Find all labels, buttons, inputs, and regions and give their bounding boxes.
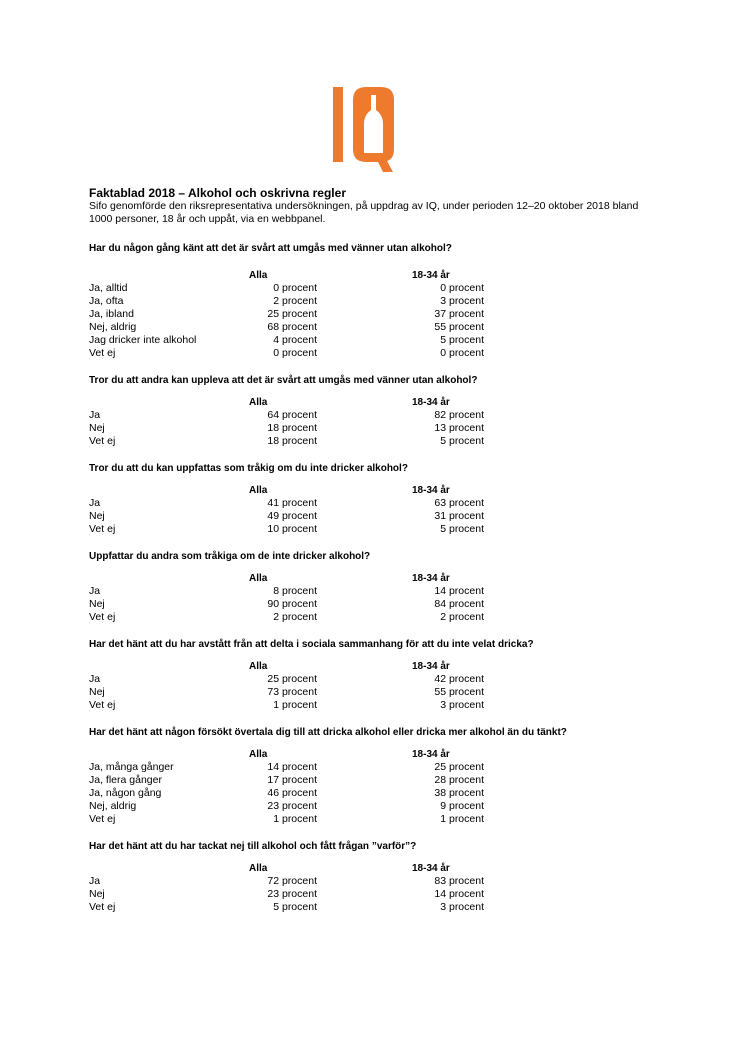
cell-gap: [317, 875, 412, 888]
value-alla: 73 procent: [267, 686, 317, 698]
value-alla: 72 procent: [267, 875, 317, 887]
table-row: [89, 813, 484, 826]
table-row: [89, 888, 484, 901]
cell-gap: [317, 523, 412, 536]
header-blank: [89, 862, 249, 875]
header-gap: [317, 748, 412, 761]
table-row: [89, 435, 484, 448]
column-header-alla: Alla: [249, 573, 268, 584]
header-gap: [317, 484, 412, 497]
value-alla: 17 procent: [267, 774, 317, 786]
cell-gap: [317, 497, 412, 510]
cell-gap: [317, 409, 412, 422]
header-blank: [89, 660, 249, 673]
value-alla: 23 procent: [267, 888, 317, 900]
cell-gap: [317, 435, 412, 448]
header-blank: [89, 484, 249, 497]
survey-question: Har du någon gång känt att det är svårt att umgås med vänner utan alkohol?: [89, 243, 452, 254]
answer-label: Nej: [89, 888, 105, 900]
cell-gap: [317, 334, 412, 347]
value-18-34: 37 procent: [434, 308, 484, 320]
table-row: [89, 673, 484, 686]
document-intro: Sifo genomförde den riksrepresentativa undersökningen, på uppdrag av IQ, under perioden 12–20 oktober 2018 bland 1000 personer, 18 år och uppåt, via en webbpanel.: [89, 200, 639, 225]
header-blank: [89, 572, 249, 585]
value-alla: 5 procent: [273, 901, 317, 913]
survey-section: [89, 726, 669, 826]
column-header-alla: Alla: [249, 749, 268, 760]
table-row: [89, 295, 484, 308]
answer-label: Ja, någon gång: [89, 787, 162, 799]
cell-gap: [317, 611, 412, 624]
answer-label: Nej, aldrig: [89, 321, 137, 333]
value-18-34: 42 procent: [434, 673, 484, 685]
survey-question: Tror du att du kan uppfattas som tråkig om du inte dricker alkohol?: [89, 463, 408, 474]
iq-logo: [333, 86, 395, 172]
column-header-18-34: 18-34 år: [412, 270, 450, 281]
column-header-18-34: 18-34 år: [412, 661, 450, 672]
answer-label: Vet ej: [89, 901, 116, 913]
cell-gap: [317, 510, 412, 523]
cell-gap: [317, 686, 412, 699]
value-18-34: 2 procent: [440, 611, 484, 623]
cell-gap: [317, 347, 412, 360]
value-18-34: 31 procent: [434, 510, 484, 522]
document-body: [89, 186, 669, 914]
table-row: [89, 774, 484, 787]
cell-gap: [317, 321, 412, 334]
results-table: [89, 396, 484, 448]
answer-label: Ja: [89, 585, 101, 597]
value-18-34: 14 procent: [434, 888, 484, 900]
value-alla: 2 procent: [273, 295, 317, 307]
results-table: [89, 484, 484, 536]
column-header-alla: Alla: [249, 863, 268, 874]
answer-label: Ja: [89, 875, 101, 887]
value-18-34: 25 procent: [434, 761, 484, 773]
survey-sections: [89, 242, 669, 914]
survey-section: [89, 840, 669, 914]
column-header-alla: Alla: [249, 270, 268, 281]
survey-question: Har det hänt att någon försökt övertala dig till att dricka alkohol eller dricka mer alkohol än du tänkt?: [89, 727, 567, 738]
answer-label: Nej: [89, 510, 105, 522]
value-alla: 64 procent: [267, 409, 317, 421]
table-row: [89, 523, 484, 536]
survey-question: Tror du att andra kan uppleva att det är svårt att umgås med vänner utan alkohol?: [89, 375, 478, 386]
value-alla: 90 procent: [267, 598, 317, 610]
table-row: [89, 598, 484, 611]
cell-gap: [317, 888, 412, 901]
results-header-row: [89, 660, 484, 673]
cell-gap: [317, 282, 412, 295]
cell-gap: [317, 699, 412, 712]
header-gap: [317, 396, 412, 409]
survey-section: [89, 638, 669, 712]
value-alla: 68 procent: [267, 321, 317, 333]
cell-gap: [317, 761, 412, 774]
cell-gap: [317, 673, 412, 686]
logo-letter-i: [333, 87, 343, 162]
table-row: [89, 510, 484, 523]
results-table: [89, 748, 484, 826]
value-alla: 4 procent: [273, 334, 317, 346]
survey-question: Har det hänt att du har tackat nej till alkohol och fått frågan ”varför”?: [89, 841, 417, 852]
answer-label: Ja: [89, 409, 101, 421]
answer-label: Nej: [89, 598, 105, 610]
value-alla: 8 procent: [273, 585, 317, 597]
answer-label: Jag dricker inte alkohol: [89, 334, 197, 346]
column-header-18-34: 18-34 år: [412, 573, 450, 584]
answer-label: Nej: [89, 422, 105, 434]
value-alla: 2 procent: [273, 611, 317, 623]
results-table: [89, 660, 484, 712]
value-18-34: 5 procent: [440, 523, 484, 535]
survey-section: [89, 462, 669, 536]
value-18-34: 13 procent: [434, 422, 484, 434]
table-row: [89, 308, 484, 321]
answer-label: Ja, alltid: [89, 282, 128, 294]
header-gap: [317, 862, 412, 875]
logo-text: IQ: [333, 86, 335, 87]
cell-gap: [317, 813, 412, 826]
results-table: [89, 269, 484, 360]
table-row: [89, 761, 484, 774]
cell-gap: [317, 295, 412, 308]
value-18-34: 55 procent: [434, 686, 484, 698]
column-header-alla: Alla: [249, 661, 268, 672]
answer-label: Ja, många gånger: [89, 761, 174, 773]
header-blank: [89, 748, 249, 761]
value-18-34: 3 procent: [440, 901, 484, 913]
answer-label: Nej: [89, 686, 105, 698]
table-row: [89, 422, 484, 435]
value-alla: 25 procent: [267, 308, 317, 320]
value-alla: 0 procent: [273, 282, 317, 294]
value-alla: 14 procent: [267, 761, 317, 773]
survey-section: [89, 550, 669, 624]
answer-label: Ja: [89, 497, 101, 509]
value-18-34: 82 procent: [434, 409, 484, 421]
results-header-row: [89, 396, 484, 409]
column-header-18-34: 18-34 år: [412, 485, 450, 496]
value-18-34: 28 procent: [434, 774, 484, 786]
value-alla: 1 procent: [273, 699, 317, 711]
cell-gap: [317, 787, 412, 800]
header-gap: [317, 572, 412, 585]
table-row: [89, 686, 484, 699]
value-18-34: 83 procent: [434, 875, 484, 887]
value-18-34: 63 procent: [434, 497, 484, 509]
cell-gap: [317, 800, 412, 813]
survey-question: Uppfattar du andra som tråkiga om de inte dricker alkohol?: [89, 551, 371, 562]
answer-label: Vet ej: [89, 523, 116, 535]
answer-label: Nej, aldrig: [89, 800, 137, 812]
table-row: [89, 497, 484, 510]
answer-label: Ja, ofta: [89, 295, 124, 307]
cell-gap: [317, 598, 412, 611]
table-row: [89, 282, 484, 295]
results-table: [89, 862, 484, 914]
column-header-18-34: 18-34 år: [412, 863, 450, 874]
value-alla: 10 procent: [267, 523, 317, 535]
answer-label: Vet ej: [89, 813, 116, 825]
column-header-18-34: 18-34 år: [412, 397, 450, 408]
results-header-row: [89, 748, 484, 761]
table-row: [89, 585, 484, 598]
value-18-34: 84 procent: [434, 598, 484, 610]
column-header-alla: Alla: [249, 485, 268, 496]
table-row: [89, 699, 484, 712]
results-header-row: [89, 572, 484, 585]
header-gap: [317, 660, 412, 673]
cell-gap: [317, 585, 412, 598]
value-alla: 1 procent: [273, 813, 317, 825]
table-row: [89, 334, 484, 347]
value-alla: 25 procent: [267, 673, 317, 685]
value-18-34: 3 procent: [440, 295, 484, 307]
answer-label: Vet ej: [89, 347, 116, 359]
header-blank: [89, 396, 249, 409]
value-alla: 49 procent: [267, 510, 317, 522]
header-gap: [317, 269, 412, 282]
value-18-34: 55 procent: [434, 321, 484, 333]
table-row: [89, 347, 484, 360]
header-blank: [89, 269, 249, 282]
survey-question: Har det hänt att du har avstått från att delta i sociala sammanhang för att du inte velat dricka?: [89, 639, 534, 650]
table-row: [89, 409, 484, 422]
value-18-34: 0 procent: [440, 282, 484, 294]
value-18-34: 1 procent: [440, 813, 484, 825]
answer-label: Vet ej: [89, 699, 116, 711]
answer-label: Vet ej: [89, 435, 116, 447]
results-table: [89, 572, 484, 624]
value-18-34: 14 procent: [434, 585, 484, 597]
cell-gap: [317, 308, 412, 321]
answer-label: Ja, ibland: [89, 308, 134, 320]
value-alla: 46 procent: [267, 787, 317, 799]
value-18-34: 38 procent: [434, 787, 484, 799]
value-alla: 18 procent: [267, 422, 317, 434]
column-header-alla: Alla: [249, 397, 268, 408]
value-18-34: 5 procent: [440, 334, 484, 346]
cell-gap: [317, 901, 412, 914]
results-header-row: [89, 269, 484, 282]
table-row: [89, 875, 484, 888]
answer-label: Vet ej: [89, 611, 116, 623]
value-18-34: 0 procent: [440, 347, 484, 359]
results-header-row: [89, 484, 484, 497]
value-18-34: 9 procent: [440, 800, 484, 812]
value-alla: 41 procent: [267, 497, 317, 509]
table-row: [89, 611, 484, 624]
value-alla: 18 procent: [267, 435, 317, 447]
answer-label: Ja, flera gånger: [89, 774, 162, 786]
table-row: [89, 901, 484, 914]
table-row: [89, 787, 484, 800]
document-title: Faktablad 2018 – Alkohol och oskrivna regler: [89, 186, 346, 200]
table-row: [89, 321, 484, 334]
column-header-18-34: 18-34 år: [412, 749, 450, 760]
table-row: [89, 800, 484, 813]
value-alla: 0 procent: [273, 347, 317, 359]
cell-gap: [317, 422, 412, 435]
survey-section: [89, 242, 669, 360]
value-alla: 23 procent: [267, 800, 317, 812]
results-header-row: [89, 862, 484, 875]
cell-gap: [317, 774, 412, 787]
survey-section: [89, 374, 669, 448]
answer-label: Ja: [89, 673, 101, 685]
value-18-34: 5 procent: [440, 435, 484, 447]
value-18-34: 3 procent: [440, 699, 484, 711]
